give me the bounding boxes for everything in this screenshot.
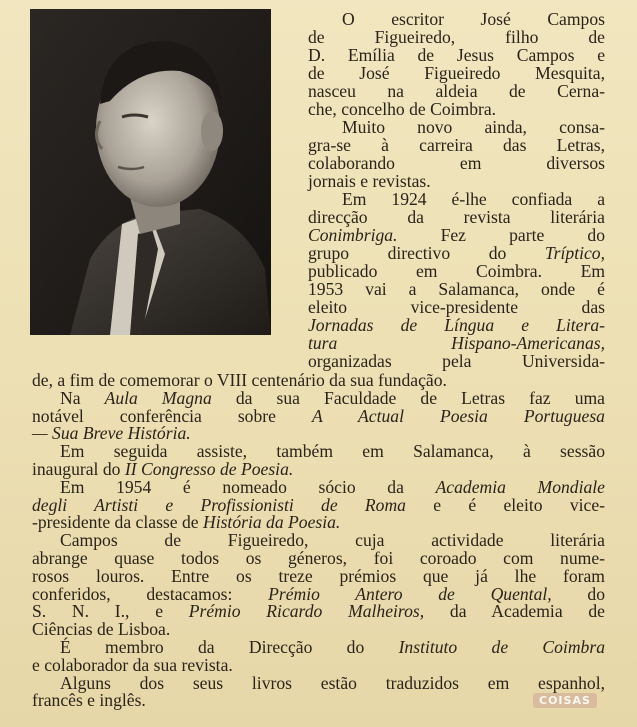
- text-run: gra-se à carreira das Letras,: [308, 135, 605, 155]
- text-run: inaugural do: [32, 459, 125, 479]
- text-run: Instituto de Coimbra: [398, 637, 605, 657]
- text-run: — Sua Breve História.: [32, 423, 191, 444]
- text-run: Em seguida assiste, também em Salamanca, à sessão: [60, 441, 605, 462]
- text-run: II Congresso de Poesia.: [124, 459, 294, 479]
- text-run: Conimbriga.: [308, 225, 398, 245]
- text-run: D. Emília de Jesus Campos e: [308, 45, 605, 65]
- watermark-stamp: COISAS: [533, 693, 597, 708]
- text-line: [32, 691, 605, 710]
- text-run: da Academia de: [424, 601, 605, 622]
- text-run: tura Hispano-Americanas,: [308, 333, 605, 353]
- text-run: notável conferência sobre: [32, 405, 312, 426]
- text-run: História da Poesia.: [202, 512, 341, 533]
- text-run: Campos de Figueiredo, cuja actividade literária: [60, 530, 605, 551]
- text-run: abrange quase todos os géneros, foi coroado com nume-: [32, 548, 605, 568]
- text-run: Em 1924 é-lhe confiada a: [342, 189, 605, 209]
- text-run: Fez parte do: [397, 225, 605, 245]
- text-run: da sua Faculdade de Letras faz uma: [211, 387, 605, 408]
- text-run: e é eleito vice-: [405, 494, 606, 515]
- text-run: Aula Magna: [104, 387, 212, 408]
- text-run: francês e inglês.: [32, 690, 146, 711]
- text-run: Prémio Ricardo Malheiros,: [188, 601, 425, 622]
- text-run: rosos louros. Entre os treze prémios que já lhe foram: [32, 565, 605, 586]
- text-run: de José Figueiredo Mesquita,: [308, 63, 605, 83]
- text-run: S. N. I., e: [32, 601, 189, 622]
- text-run: jornais e revistas.: [308, 171, 431, 191]
- text-run: che, concelho de Coimbra.: [308, 99, 497, 119]
- text-run: colaborando em diversos: [308, 153, 605, 173]
- text-run: de Figueiredo, filho de: [308, 27, 605, 47]
- text-line: [308, 352, 605, 371]
- text-run: Tríptico,: [544, 243, 605, 263]
- text-run: organizadas pela Universida-: [308, 351, 605, 371]
- text-run: de, a fim de comemorar o VIII centenário da sua fundação.: [32, 370, 447, 390]
- text-run: Prémio Antero de Quental,: [268, 583, 552, 604]
- text-run: eleito vice-presidente das: [308, 297, 605, 317]
- text-run: -presidente da classe de: [32, 512, 203, 533]
- text-run: nasceu na aldeia de Cerna-: [308, 81, 605, 101]
- author-portrait-photo: [30, 9, 271, 335]
- text-run: direcção da revista literária: [308, 207, 605, 227]
- text-run: publicado em Coimbra. Em: [308, 261, 605, 281]
- text-run: Alguns dos seus livros estão traduzidos em espanhol,: [60, 672, 605, 693]
- text-run: É membro da Direcção do: [60, 637, 399, 657]
- text-run: do: [551, 583, 605, 604]
- text-run: O escritor José Campos: [342, 9, 605, 29]
- text-run: grupo directivo do: [308, 243, 545, 263]
- text-run: e colaborador da sua revista.: [32, 654, 233, 675]
- text-run: conferidos, destacamos:: [32, 583, 269, 604]
- text-run: 1953 vai a Salamanca, onde é: [308, 279, 605, 299]
- text-run: Jornadas de Língua e Litera-: [308, 315, 605, 335]
- text-run: Em 1954 é nomeado sócio da: [60, 476, 436, 497]
- text-run: Na: [60, 387, 105, 408]
- text-run: Academia Mondiale: [435, 476, 605, 497]
- text-run: degli Artisti e Profissionisti de Roma: [32, 494, 406, 515]
- text-run: Muito novo ainda, consa-: [342, 117, 605, 137]
- text-run: Ciências de Lisboa.: [32, 619, 171, 640]
- text-run: A Actual Poesia Portuguesa: [311, 405, 605, 426]
